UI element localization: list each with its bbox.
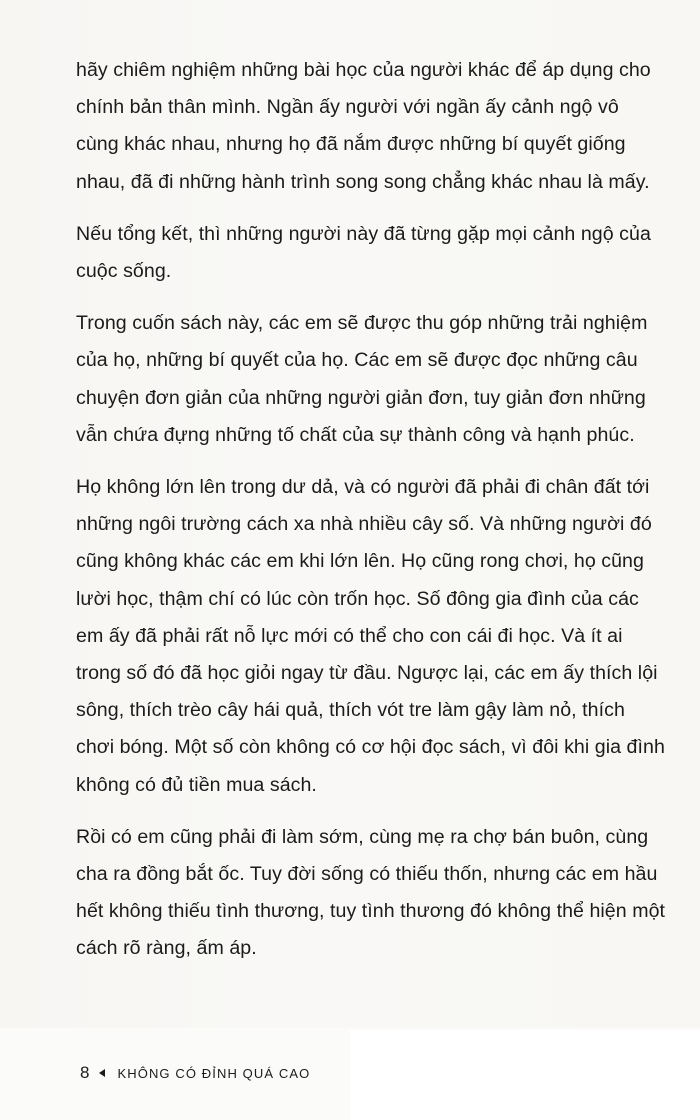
scan-white-area [350,1030,700,1120]
page-footer [80,1063,310,1083]
page-number: 8 [80,1063,90,1082]
paragraph-1: hãy chiêm nghiệm những bài học của người khác để áp dụng cho chính bản thân mình. Ngần ấy người với ngần ấy cảnh ngộ vô cùng khác nhau, nhưng họ đã nắm được những bí quyết giống nhau, đã đi những hành trình song song chẳng khác nhau là mấy. [76,59,651,193]
paragraph-3: Trong cuốn sách này, các em sẽ được thu góp những trải nghiệm của họ, những bí quyết của họ. Các em sẽ được đọc những câu chuyện đơn giản của những người giản đơn, tuy giản đơn những vẫn chứa đựng những tố chất của sự thành công và hạnh phúc. [76,312,648,446]
paragraph-4: Họ không lớn lên trong dư dả, và có người đã phải đi chân đất tới những ngôi trường cách xa nhà nhiều cây số. Và những người đó cũng không khác các em khi lớn lên. Họ cũng rong chơi, họ cũng lười học, thậm chí có lúc còn trốn học. Số đông gia đình của các em ấy đã phải rất nỗ lực mới có thể cho con cái đi học. Và ít ai trong số đó đã học giỏi ngay từ đầu. Ngược lại, các em ấy thích lội sông, thích trèo cây hái quả, thích vót tre làm gậy làm nỏ, thích chơi bóng. Một số còn không có cơ hội đọc sách, vì đôi khi gia đình không có đủ tiền mua sách. [76,476,665,796]
page-body [76,52,666,983]
left-triangle-icon [99,1069,105,1077]
book-title: KHÔNG CÓ ĐỈNH QUÁ CAO [117,1065,311,1081]
paragraph-2: Nếu tổng kết, thì những người này đã từng gặp mọi cảnh ngộ của cuộc sống. [76,222,651,283]
paragraph-5: Rồi có em cũng phải đi làm sớm, cùng mẹ ra chợ bán buôn, cùng cha ra đồng bắt ốc. Tuy đời sống có thiếu thốn, nhưng các em hầu hết không thiếu tình thương, tuy tình thương đó không thể hiện một cách rõ ràng, ấm áp. [76,825,666,960]
